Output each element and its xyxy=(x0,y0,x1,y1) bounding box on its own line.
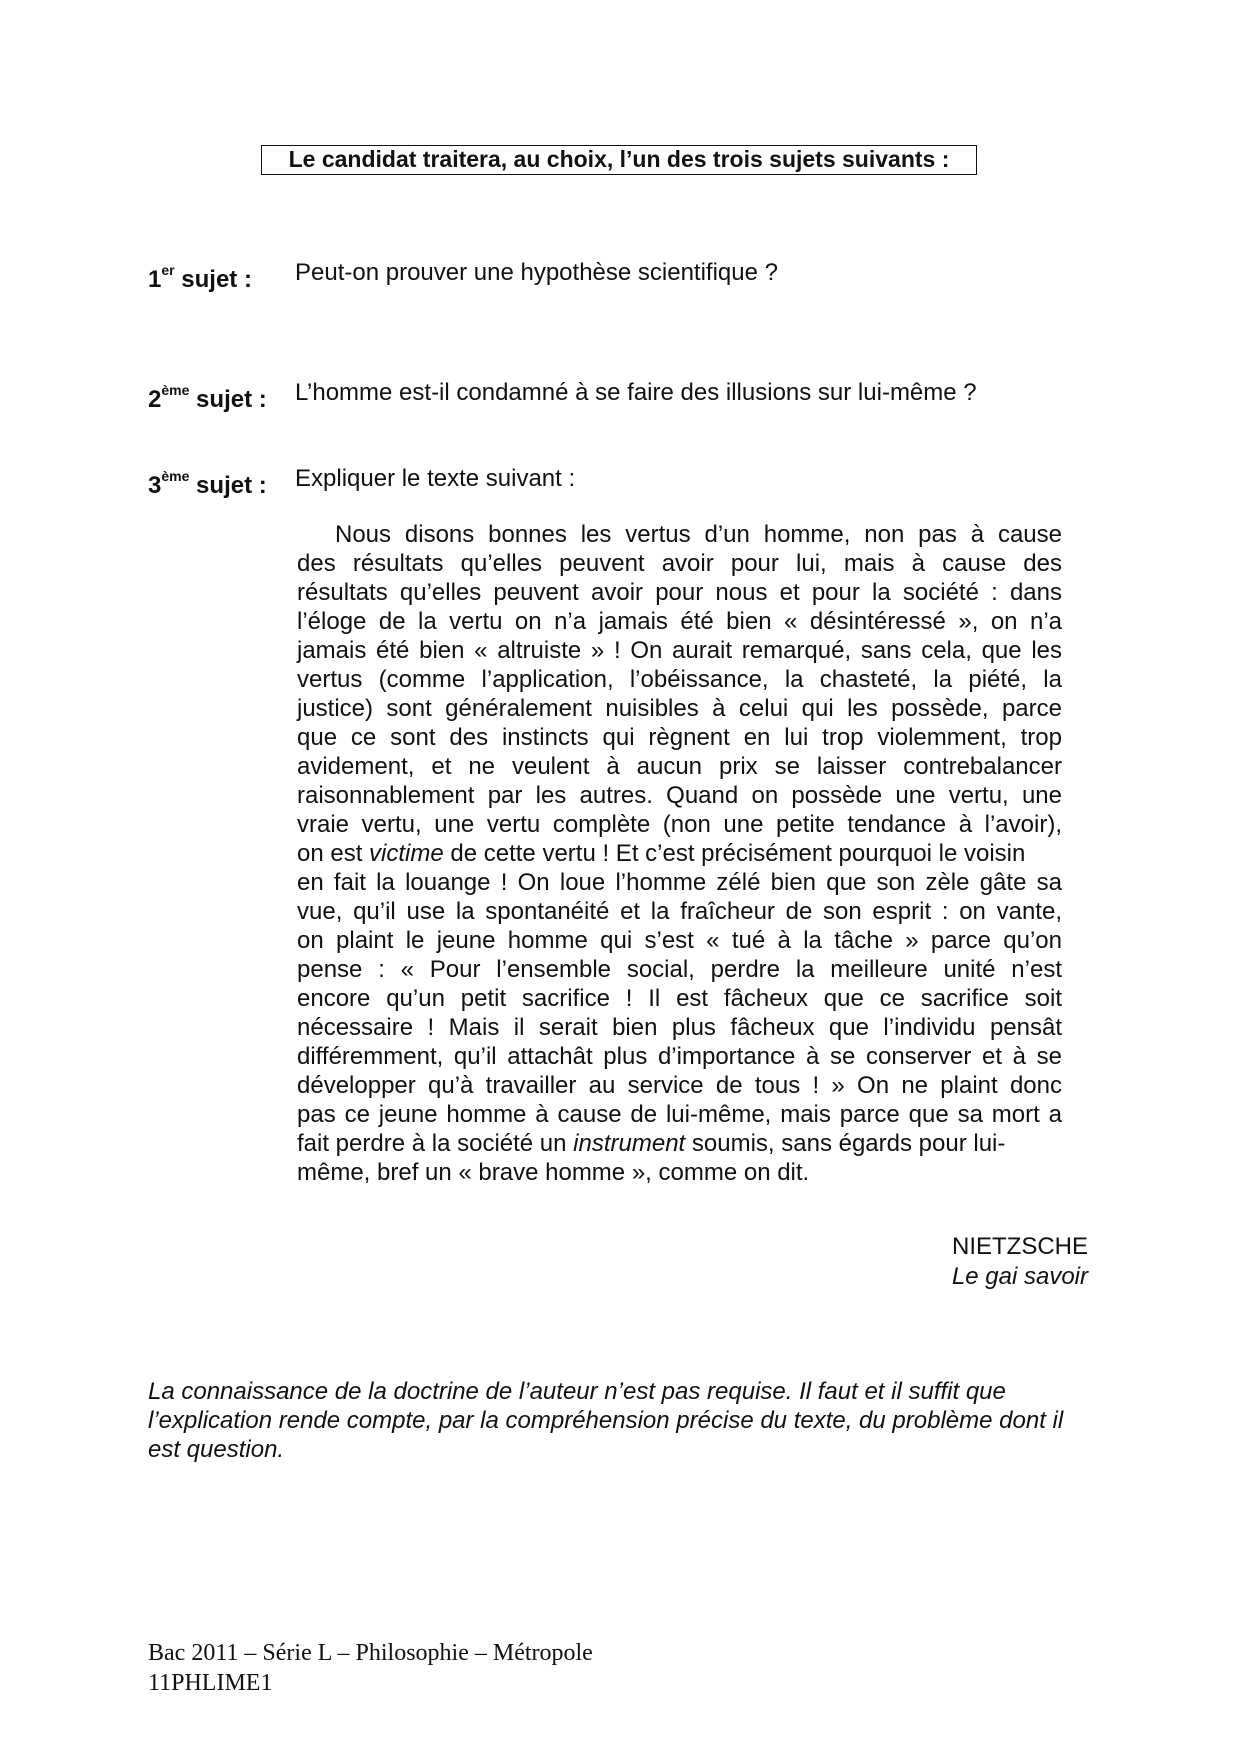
passage-line: différemment, qu’il attachât plus d’importance à se conserver et à se xyxy=(297,1043,1062,1070)
author-name: NIETZSCHE xyxy=(951,1233,1088,1260)
passage-line: jamais été bien « altruiste » ! On aurait remarqué, sans cela, que les xyxy=(297,637,1062,664)
subject-3-text: Expliquer le texte suivant : xyxy=(295,465,576,492)
passage-line: vue, qu’il use la spontanéité et la fraîcheur de son esprit : on vante, xyxy=(297,898,1062,925)
subject-2-label xyxy=(148,378,267,415)
passage-line: on plaint le jeune homme qui s’est « tué à la tâche » parce qu’on xyxy=(297,927,1062,954)
passage-text xyxy=(297,520,1062,1187)
passage-line: développer qu’à travailler au service de tous ! » On ne plaint donc xyxy=(297,1072,1062,1099)
footer-exam-info: Bac 2011 – Série L – Philosophie – Métropole xyxy=(148,1640,593,1666)
subject-3-ordinal: ème xyxy=(161,468,190,484)
subject-3-number: 3 xyxy=(148,472,162,499)
passage-line xyxy=(297,839,1062,868)
passage-line: nécessaire ! Mais il serait bien plus fâcheux que l’individu pensât xyxy=(297,1014,1062,1041)
passage-line: vertus (comme l’application, l’obéissance, la chasteté, la piété, la xyxy=(297,666,1062,693)
subject-1-number: 1 xyxy=(148,266,162,293)
passage-line: résultats qu’elles peuvent avoir pour nous et pour la société : dans xyxy=(297,579,1062,606)
passage-line: raisonnablement par les autres. Quand on possède une vertu, une xyxy=(297,782,1062,809)
passage-line: même, bref un « brave homme », comme on dit. xyxy=(297,1159,810,1186)
passage-line: que ce sont des instincts qui règnent en lui trop violemment, trop xyxy=(297,724,1062,751)
page-footer xyxy=(148,1638,593,1698)
instruction-box xyxy=(261,145,977,175)
passage-line: vraie vertu, une vertu complète (non une petite tendance à l’avoir), xyxy=(297,811,1062,838)
passage-line: l’éloge de la vertu on n’a jamais été bien « désintéressé », on n’a xyxy=(297,608,1062,635)
subject-2-text: L’homme est-il condamné à se faire des illusions sur lui-même ? xyxy=(295,379,977,406)
footer-code: 11PHLIME1 xyxy=(148,1670,273,1696)
subject-1-text: Peut-on prouver une hypothèse scientifique ? xyxy=(295,259,778,286)
instruction-note: La connaissance de la doctrine de l’auteur n’est pas requise. Il faut et il suffit que l’explication rende compte, par la compréhension précise du texte, du problème dont il est question. xyxy=(148,1378,1064,1463)
passage-line: pas ce jeune homme à cause de lui-même, mais parce que sa mort a xyxy=(297,1101,1062,1128)
passage-segment: de cette vertu ! Et c’est précisément pourquoi le voisin xyxy=(443,840,1026,867)
subject-1-label xyxy=(148,258,252,295)
instruction-text: Le candidat traitera, au choix, l’un des trois sujets suivants : xyxy=(288,146,950,172)
attribution xyxy=(952,1232,1088,1292)
book-title: Le gai savoir xyxy=(951,1263,1088,1290)
subject-3-word: sujet : xyxy=(189,472,267,499)
passage-emphasis: victime xyxy=(369,840,444,867)
passage-segment: on est xyxy=(297,840,370,867)
passage-line xyxy=(297,1129,1062,1158)
passage-line: des résultats qu’elles peuvent avoir pour lui, mais à cause des xyxy=(297,550,1062,577)
subject-1-ordinal: er xyxy=(161,262,175,278)
passage-segment: fait perdre à la société un xyxy=(297,1130,574,1157)
passage-line: pense : « Pour l’ensemble social, perdre la meilleure unité n’est xyxy=(297,956,1062,983)
passage-emphasis: instrument xyxy=(573,1130,686,1157)
passage-line: Nous disons bonnes les vertus d’un homme, non pas à cause xyxy=(335,521,1062,548)
subject-2-ordinal: ème xyxy=(161,382,190,398)
passage-line: encore qu’un petit sacrifice ! Il est fâcheux que ce sacrifice soit xyxy=(297,985,1062,1012)
passage-line: justice) sont généralement nuisibles à celui qui les possède, parce xyxy=(297,695,1062,722)
subject-1-word: sujet : xyxy=(174,266,252,293)
subject-2-number: 2 xyxy=(148,386,162,413)
passage-line: en fait la louange ! On loue l’homme zélé bien que son zèle gâte sa xyxy=(297,869,1062,896)
passage-line: avidement, et ne veulent à aucun prix se laisser contrebalancer xyxy=(297,753,1062,780)
subject-3-label xyxy=(148,464,267,501)
subject-2-word: sujet : xyxy=(189,386,267,413)
passage-segment: soumis, sans égards pour lui- xyxy=(685,1130,1006,1157)
